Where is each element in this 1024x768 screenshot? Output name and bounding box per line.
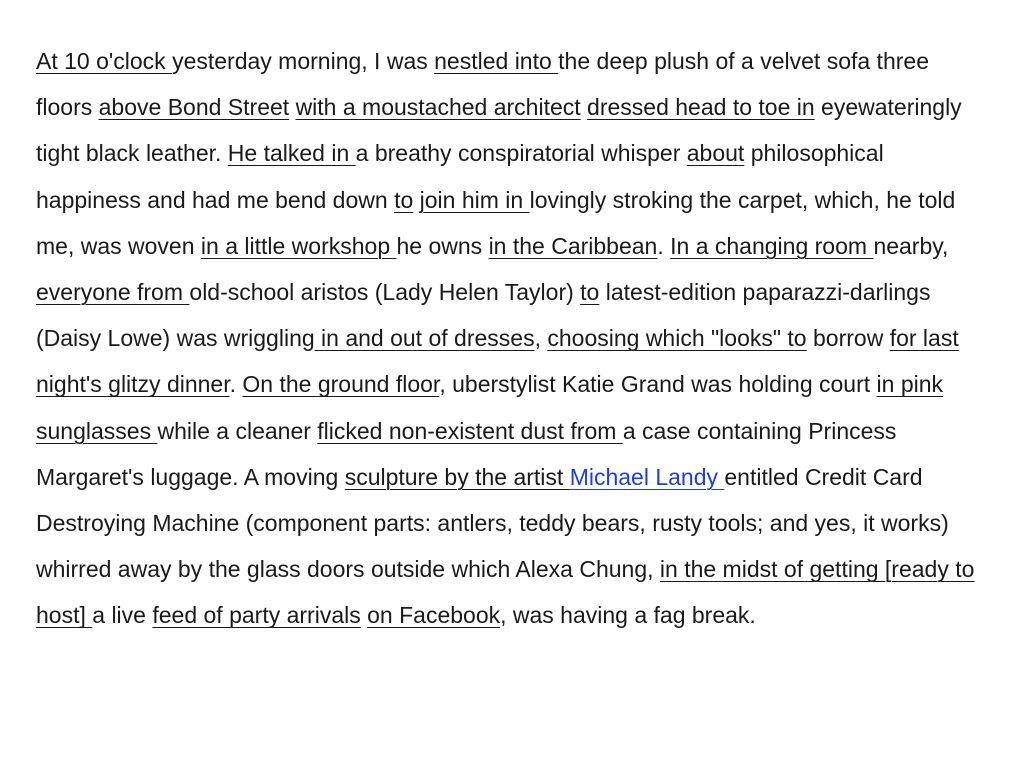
text-segment: , was having a fag break. (500, 602, 756, 629)
text-segment: entitled Credit Card Destroying Machine (component parts: antlers, teddy bears, rusty tools; and yes, it works) whirred away by the glass doors outside which Alexa Chung, (36, 463, 949, 583)
text-segment: in and out of dresses (314, 325, 535, 352)
text-segment: . (229, 371, 243, 398)
text-segment: join him in (419, 186, 530, 213)
text-segment: about (686, 140, 745, 167)
text-segment: yesterday morning, I was (172, 48, 435, 74)
text-segment: he owns (396, 232, 489, 259)
text-segment: in pink sunglasses (36, 371, 944, 444)
text-segment: eyewateringly tight black leather. (36, 94, 962, 167)
text-segment: in the Caribbean (488, 232, 658, 259)
text-segment: while a cleaner (157, 417, 318, 444)
text-segment: nestled into (434, 48, 559, 74)
text-segment: At 10 o'clock (36, 48, 173, 74)
text-segment: in a little workshop (200, 232, 397, 259)
text-segment: dressed head to toe in (587, 94, 815, 121)
text-segment: sculpture by the artist (344, 463, 570, 490)
text-segment: to (580, 279, 600, 306)
text-segment: borrow (806, 325, 890, 352)
article-paragraph (36, 38, 988, 639)
text-segment: a case containing Princess Margaret's luggage. A moving (36, 417, 897, 490)
text-segment: old-school aristos (Lady Helen Taylor) (189, 279, 581, 306)
text-segment: everyone from (36, 279, 190, 306)
text-segment: On the ground floor (242, 371, 440, 398)
text-segment: flicked non-existent dust from (317, 417, 623, 444)
text-segment: a live (92, 602, 153, 629)
text-segment: in the midst of getting [ready to host] (36, 556, 975, 629)
text-segment: with a moustached architect (295, 94, 581, 121)
text-segment: He talked in (227, 140, 356, 167)
text-segment: In a changing room (670, 232, 874, 259)
text-segment: , (534, 325, 548, 352)
text-segment: on Facebook (367, 602, 501, 629)
text-segment: lovingly stroking the carpet, which, he told me, was woven (36, 186, 956, 259)
text-segment: , uberstylist Katie Grand was holding court (439, 371, 877, 398)
text-segment: a breathy conspiratorial whisper (355, 140, 687, 167)
text-segment: philosophical happiness and had me bend down (36, 140, 884, 213)
text-segment: above Bond Street (98, 94, 290, 121)
text-segment: feed of party arrivals (152, 602, 361, 629)
text-segment: the deep plush of a velvet sofa three floors (36, 48, 929, 121)
text-segment: . (657, 232, 671, 259)
text-segment: latest-edition paparazzi-darlings (Daisy Lowe) was wriggling (36, 279, 931, 352)
text-segment: to (394, 186, 414, 213)
text-segment: nearby, (873, 232, 949, 259)
text-segment: for last night's glitzy dinner (36, 325, 959, 398)
artist-link[interactable]: Michael Landy (569, 463, 725, 490)
text-segment: choosing which "looks" to (547, 325, 807, 352)
